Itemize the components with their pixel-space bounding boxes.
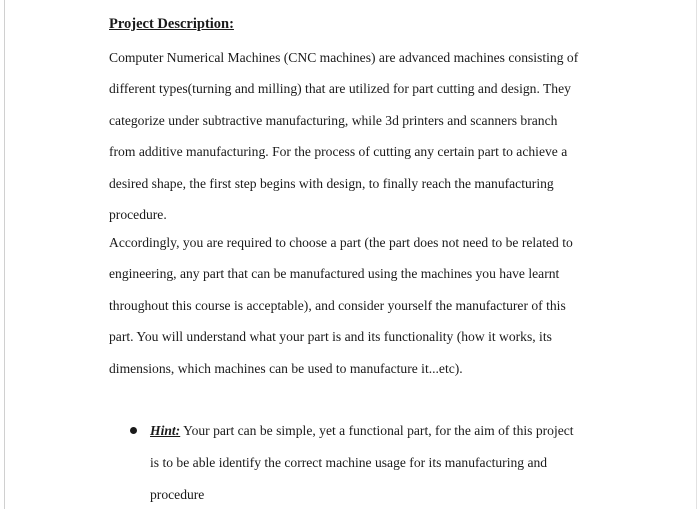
paragraph-line: dimensions, which machines can be used to manufacture it...etc).	[109, 360, 463, 376]
hint-line: is to be able identify the correct machine usage for its manufacturing and	[150, 455, 548, 470]
paragraph-line: different types(turning and milling) that are utilized for part cutting and design. They	[109, 81, 571, 97]
paragraph-cnc-intro	[109, 42, 578, 230]
paragraph-line: engineering, any part that can be manufactured using the machines you have learnt	[109, 266, 560, 282]
paragraph-line: throughout this course is acceptable), and consider yourself the manufacturer of this	[109, 297, 566, 313]
hint-line: procedure	[150, 487, 205, 502]
section-heading: Project Description:	[109, 16, 234, 32]
page-edge-right	[696, 0, 697, 509]
paragraph-line: Accordingly, you are required to choose a part (the part does not need to be related to	[109, 235, 573, 250]
paragraph-line: categorize under subtractive manufacturing, while 3d printers and scanners branch	[109, 112, 558, 128]
bullet-icon	[130, 427, 137, 434]
paragraph-line: procedure.	[109, 206, 167, 222]
paragraph-line: desired shape, the first step begins with design, to finally reach the manufacturing	[109, 175, 554, 191]
paragraph-line: Computer Numerical Machines (CNC machines) are advanced machines consisting of	[109, 50, 579, 65]
paragraph-line: part. You will understand what your part is and its functionality (how it works, its	[109, 329, 552, 345]
paragraph-requirements	[109, 227, 573, 384]
hint-bullet	[150, 415, 574, 511]
paragraph-line: from additive manufacturing. For the process of cutting any certain part to achieve a	[109, 144, 568, 160]
hint-first-line	[150, 415, 574, 447]
hint-text: Your part can be simple, yet a functional part, for the aim of this project	[180, 423, 574, 438]
page-edge-left	[4, 0, 5, 509]
hint-label: Hint:	[150, 423, 181, 438]
